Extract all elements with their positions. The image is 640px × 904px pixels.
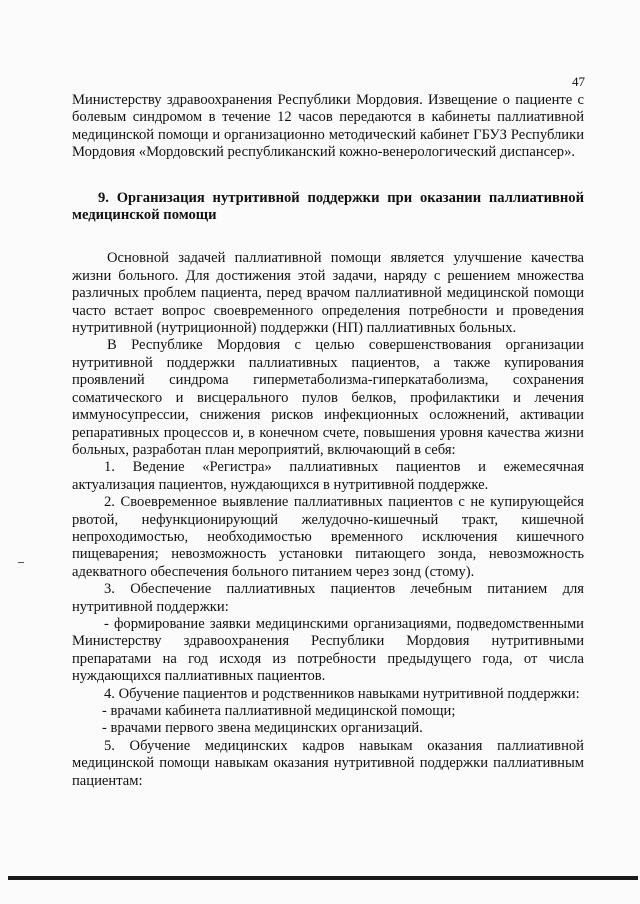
document-body xyxy=(72,92,584,790)
list-item-2: 2. Своевременное выявление паллиативных пациентов с не купирующейся рвотой, нефункционирующий желудочно-кишечный тракт, кишечной непроходимостью, необходимостью временного исключения кишечного пищеварения; невозможность установки питающего зонда, невозможность адекватного обеспечения больного питанием через зонд (стому). xyxy=(72,494,584,580)
list-item-5: 5. Обучение медицинских кадров навыкам оказания паллиативной медицинской помощи навыкам оказания нутритивной поддержки паллиативным пациентам: xyxy=(72,737,584,789)
list-item-3: 3. Обеспечение паллиативных пациентов лечебным питанием для нутритивной поддержки: xyxy=(72,581,584,615)
margin-mark xyxy=(18,562,24,563)
section-heading: 9. Организация нутритивной поддержки при оказании паллиативной медицинской помощи xyxy=(72,189,584,224)
list-item-3-sub: - формирование заявки медицинскими организациями, подведомственными Министерству здравоохранения Республики Мордовия нутритивными препаратами на год исходя из потребности предыдущего года, от числа нуждающихся паллиативных пациентов. xyxy=(72,615,584,685)
scan-bottom-edge xyxy=(8,876,638,880)
paragraph-2: В Республике Мордовия с целью совершенствования организации нутритивной поддержки паллиативных пациентов, а также купирования проявлений синдрома гиперметаболизма-гиперкатаболизма, сохранения соматического и висцерального пулов белков, профилактики и лечения иммуносупрессии, снижения рисков инфекционных осложнений, активации репаративных процессов и, в конечном счете, повышения уровня качества жизни больных, разработан план мероприятий, включающий в себя: xyxy=(72,337,584,458)
intro-paragraph: Министерству здравоохранения Республики Мордовия. Извещение о пациенте с болевым синдромом в течение 12 часов передаются в кабинеты паллиативной медицинской помощи и организационно методический кабинет ГБУЗ Республики Мордовия «Мордовский республиканский кожно-венерологический диспансер». xyxy=(72,92,584,161)
list-item-4: 4. Обучение пациентов и родственников навыками нутритивной поддержки: xyxy=(104,685,580,702)
page-number: 47 xyxy=(572,74,585,89)
list-item-4-sub-1: - врачами кабинета паллиативной медицинской помощи; xyxy=(102,703,456,719)
list-item-1: 1. Ведение «Регистра» паллиативных пациентов и ежемесячная актуализация пациентов, нуждающихся в нутритивной поддержке. xyxy=(72,459,584,493)
paragraph-1: Основной задачей паллиативной помощи является улучшение качества жизни больного. Для достижения этой задачи, наряду с решением множества различных проблем пациента, перед врачом паллиативной медицинской помощи часто встает вопрос своевременного определения потребности и проведения нутритивной (нутриционной) поддержки (НП) паллиативных больных. xyxy=(72,250,584,337)
list-item-4-sub-2: - врачами первого звена медицинских организаций. xyxy=(102,720,423,737)
